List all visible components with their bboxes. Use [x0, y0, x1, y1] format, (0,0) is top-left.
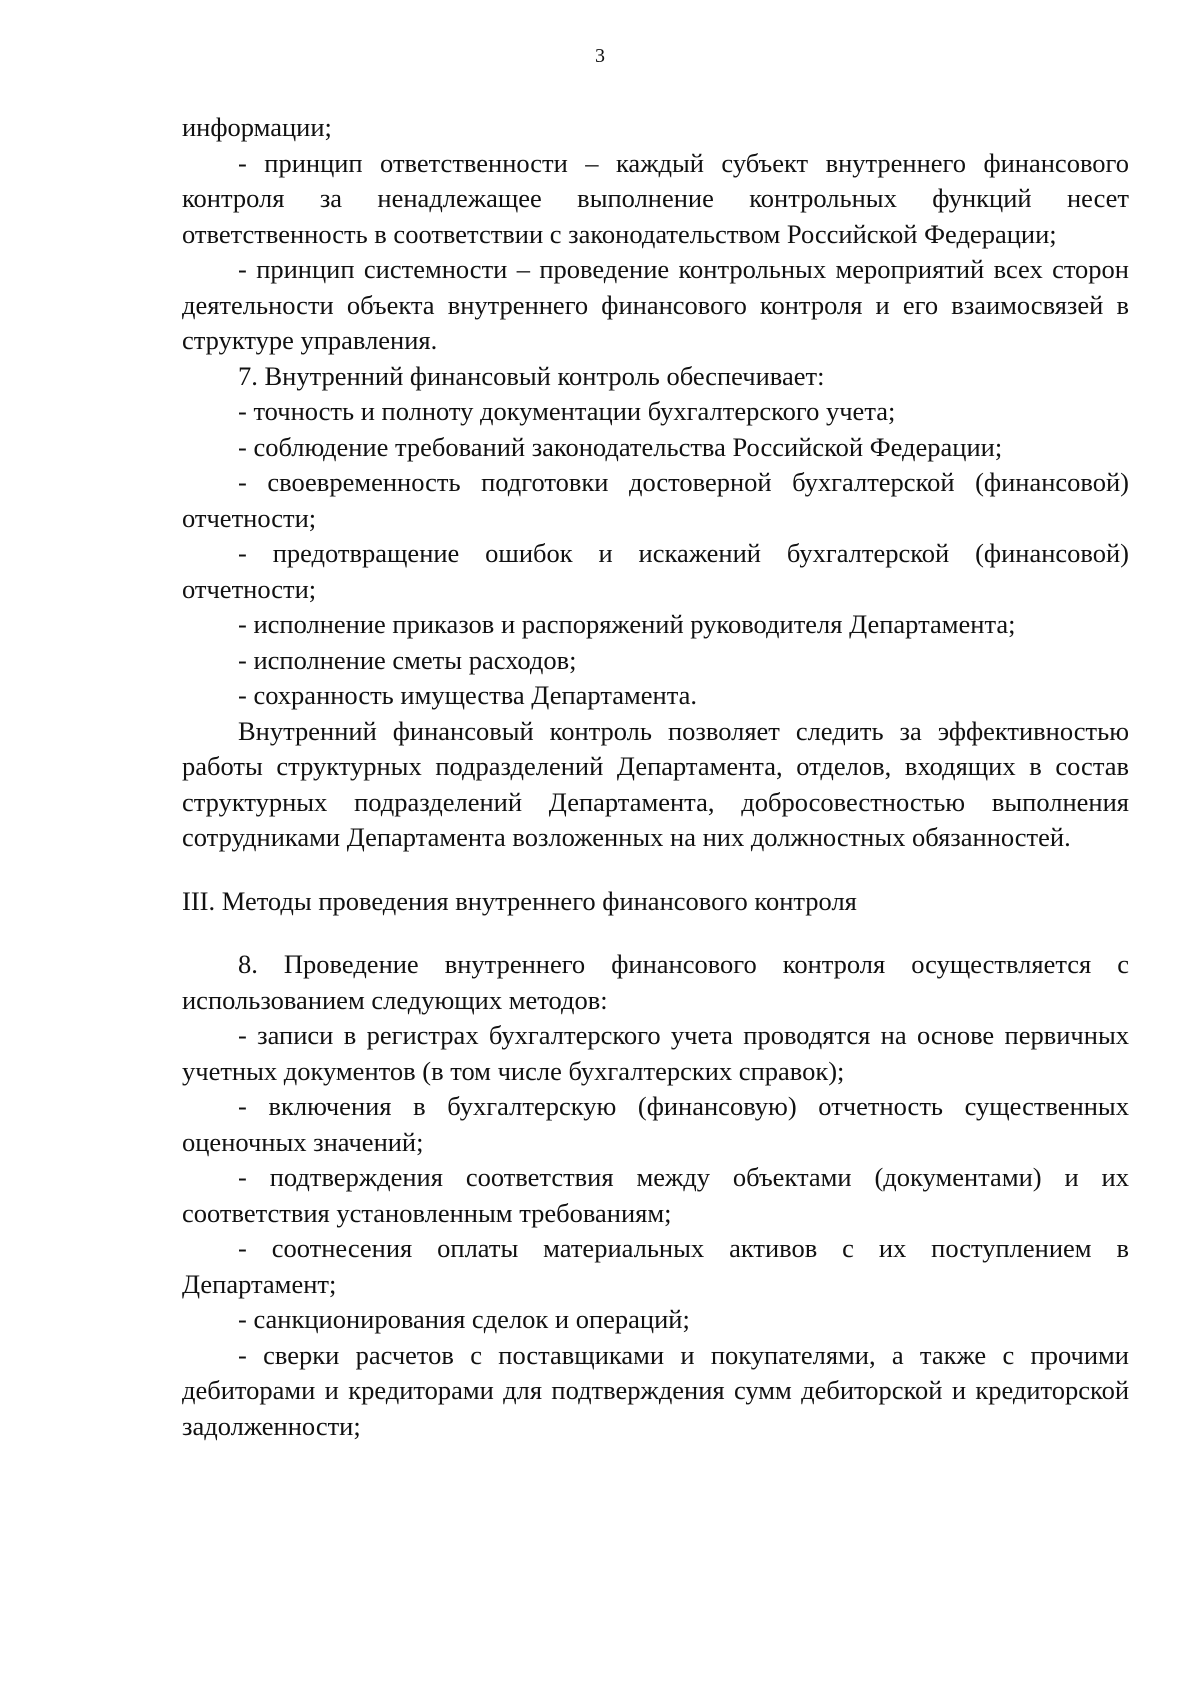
paragraph: - включения в бухгалтерскую (финансовую) отчетность существенных оценочных значений;: [182, 1091, 1129, 1157]
paragraph: - записи в регистрах бухгалтерского учета проводятся на основе первичных учетных документов (в том числе бухгалтерских справок);: [182, 1020, 1129, 1086]
paragraph: - исполнение приказов и распоряжений руководителя Департамента;: [238, 609, 1016, 639]
paragraph: - принцип ответственности – каждый субъект внутреннего финансового контроля за ненадлежащее выполнение контрольных функций несет ответственность в соответствии с законодательством Российской Федерации;: [182, 147, 1129, 249]
paragraph: - предотвращение ошибок и искажений бухгалтерской (финансовой) отчетности;: [182, 538, 1129, 604]
paragraph: - подтверждения соответствия между объектами (документами) и их соответствия установленным требованиям;: [182, 1162, 1129, 1228]
paragraph: - соблюдение требований законодательства Российской Федерации;: [238, 431, 1003, 462]
paragraph: - принцип системности – проведение контрольных мероприятий всех сторон деятельности объекта внутреннего финансового контроля и его взаимосвязей в структуре управления.: [182, 254, 1129, 355]
paragraph: - санкционирования сделок и операций;: [238, 1304, 690, 1334]
section-heading: III. Методы проведения внутреннего финансового контроля: [182, 885, 857, 916]
paragraph: - своевременность подготовки достоверной бухгалтерской (финансовой) отчетности;: [182, 467, 1129, 533]
page-number: 3: [595, 45, 605, 67]
paragraph: 7. Внутренний финансовый контроль обеспечивает:: [238, 360, 825, 391]
paragraph: - сверки расчетов с поставщиками и покупателями, а также с прочими дебиторами и кредиторами для подтверждения сумм дебиторской и кредиторской задолженности;: [182, 1339, 1129, 1441]
paragraph: - исполнение сметы расходов;: [238, 644, 577, 675]
paragraph: информации;: [182, 112, 332, 142]
paragraph: 8. Проведение внутреннего финансового контроля осуществляется с использованием следующих методов:: [182, 949, 1129, 1015]
paragraph: Внутренний финансовый контроль позволяет следить за эффективностью работы структурных подразделений Департамента, отделов, входящих в состав структурных подразделений Департамента, добросовестностью выполнения сотрудниками Департамента возложенных на них должностных обязанностей.: [182, 715, 1129, 852]
paragraph: - соотнесения оплаты материальных активов с их поступлением в Департамент;: [182, 1233, 1129, 1299]
document-body: [182, 110, 1129, 1444]
paragraph: - точность и полноту документации бухгалтерского учета;: [238, 396, 896, 426]
paragraph: - сохранность имущества Департамента.: [238, 680, 697, 710]
